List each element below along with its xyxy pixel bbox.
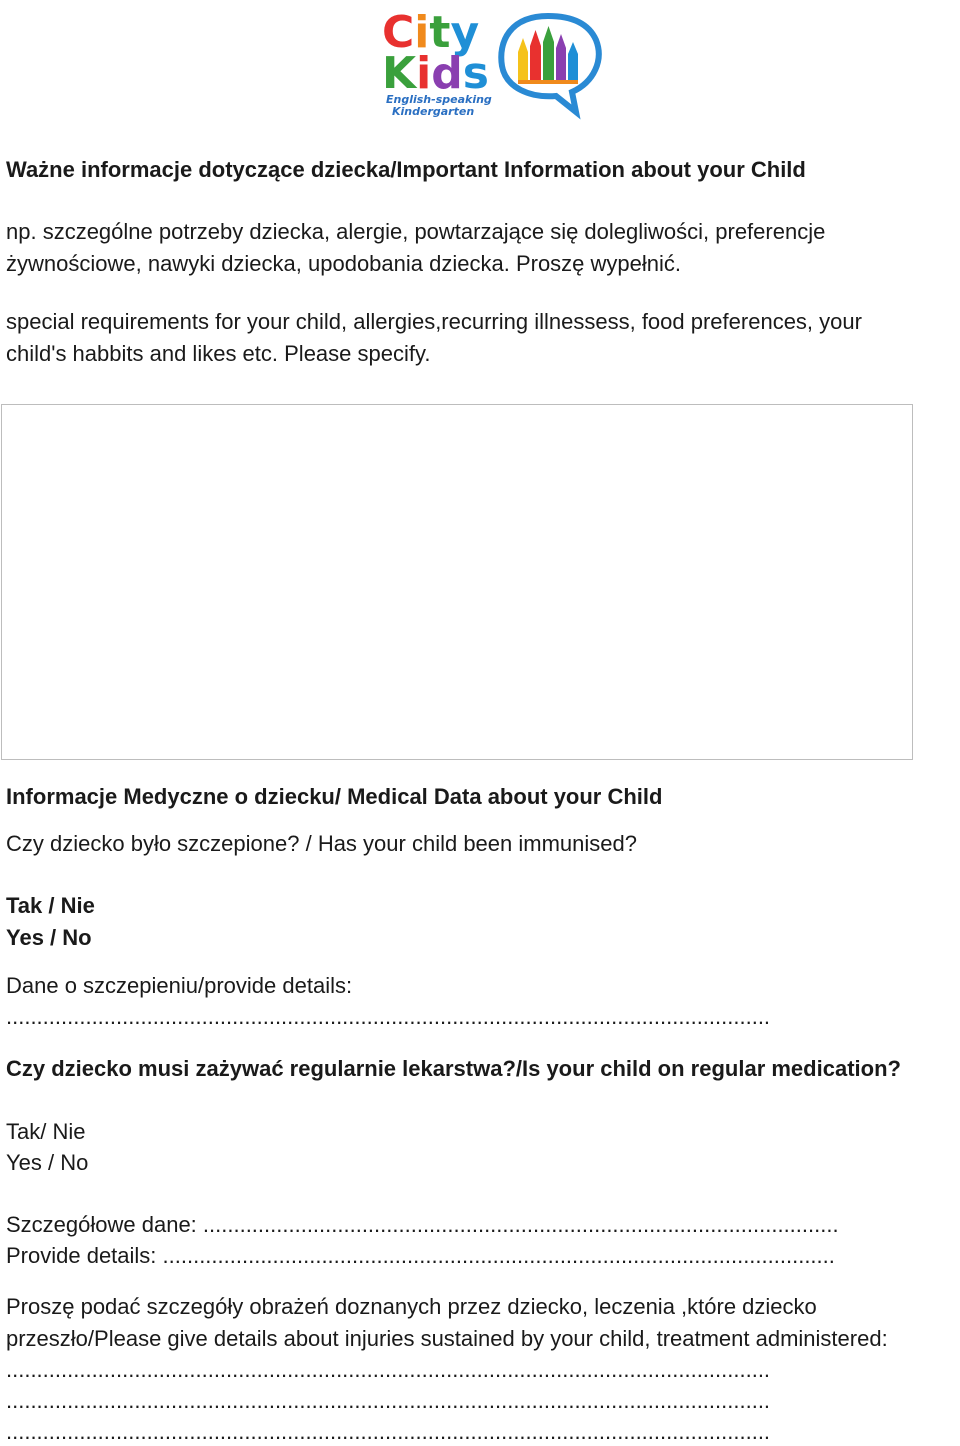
medication-details-en-field[interactable]: Provide details: ..............................................................................................................	[6, 1243, 835, 1268]
medication-answer-pl[interactable]: Tak/ Nie	[6, 1119, 86, 1144]
injuries-instructions-line-1: Proszę podać szczegóły obrażeń doznanych przez dziecko, leczenia ,które dziecko	[6, 1294, 817, 1319]
important-info-textbox[interactable]	[1, 404, 913, 760]
immunisation-details-label: Dane o szczepieniu/provide details:	[6, 973, 353, 998]
medication-details-pl-field[interactable]: Szczegółowe dane: ........................................................................................................	[6, 1212, 839, 1237]
logo-graphic	[380, 2, 610, 122]
important-info-heading: Ważne informacje dotyczące dziecka/Important Information about your Child	[6, 157, 806, 182]
logo-subtitle-1: English-speaking	[386, 93, 492, 106]
instructions-en-line-2: child's habbits and likes etc. Please specify.	[6, 341, 431, 366]
medical-data-heading: Informacje Medyczne o dziecku/ Medical Data about your Child	[6, 784, 663, 809]
injuries-instructions-line-2: przeszło/Please give details about injuries sustained by your child, treatment administered:	[6, 1326, 888, 1351]
immunised-question: Czy dziecko było szczepione? / Has your child been immunised?	[6, 831, 637, 856]
medication-question: Czy dziecko musi zażywać regularnie lekarstwa?/Is your child on regular medication?	[6, 1056, 901, 1081]
immunised-answer-en[interactable]: Yes / No	[6, 925, 92, 950]
logo-word-kids: Kids	[382, 48, 489, 99]
logo-subtitle-2: Kindergarten	[392, 105, 475, 118]
city-kids-logo	[380, 2, 610, 122]
immunised-answer-pl[interactable]: Tak / Nie	[6, 893, 95, 918]
logo-word-city: City	[382, 7, 480, 58]
medication-answer-en[interactable]: Yes / No	[6, 1150, 89, 1175]
injuries-details-field-2[interactable]: .............................................................................................................................	[6, 1388, 771, 1413]
injuries-details-field-1[interactable]: .............................................................................................................................	[6, 1357, 771, 1382]
instructions-pl-line-1: np. szczególne potrzeby dziecka, alergie, powtarzające się dolegliwości, preferencje	[6, 219, 826, 244]
injuries-details-field-3[interactable]: .............................................................................................................................	[6, 1419, 771, 1444]
instructions-en-line-1: special requirements for your child, allergies,recurring illnessess, food preferences, your	[6, 309, 862, 334]
immunisation-details-field[interactable]: .............................................................................................................................	[6, 1004, 771, 1029]
instructions-pl-line-2: żywnościowe, nawyki dziecka, upodobania dziecka. Proszę wypełnić.	[6, 251, 682, 276]
